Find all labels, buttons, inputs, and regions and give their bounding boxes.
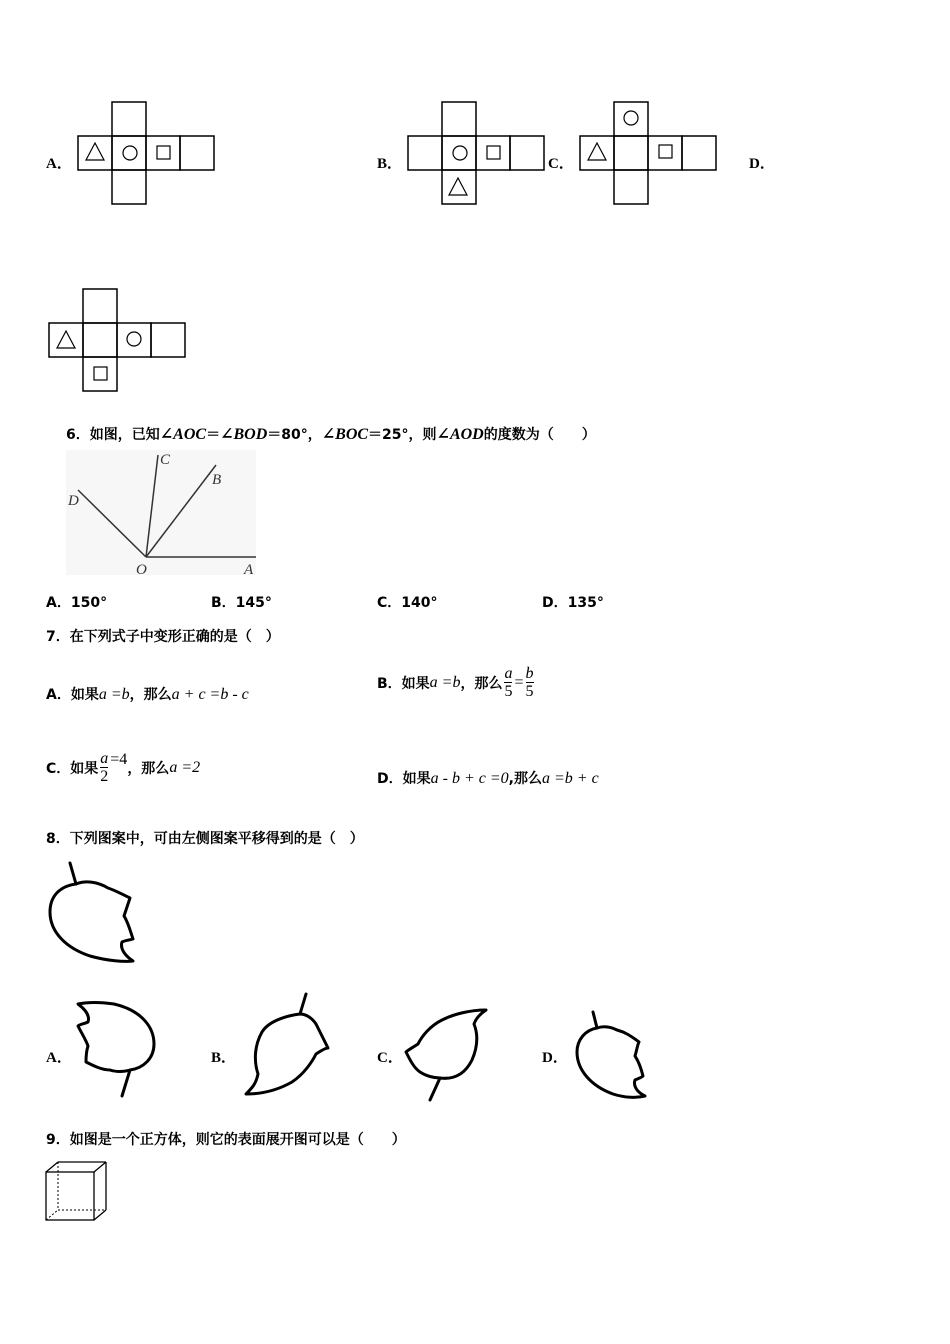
q6-option-c[interactable]: C．140° (377, 595, 438, 611)
q8-stem: 8．下列图案中，可由左侧图案平移得到的是（ ） (46, 831, 364, 847)
net-a-square-1 (78, 136, 112, 170)
q5-option-d-label[interactable]: D． (749, 156, 775, 172)
net-a-square-4 (180, 136, 214, 170)
label-b: B (212, 472, 222, 488)
q6-angle-figure (66, 450, 261, 580)
circle-icon (127, 332, 141, 346)
q8-option-d-label[interactable]: D． (542, 1050, 568, 1066)
leaf-option-c-icon[interactable] (400, 1000, 500, 1110)
fraction: $\frac{b}{5}$ (525, 665, 534, 700)
triangle-icon (588, 143, 606, 160)
q6-stem: 6．如图，已知∠AOC＝∠BOD＝80°，∠BOC＝25°，则∠AOD的度数为（ ） (66, 426, 596, 443)
triangle-icon (86, 143, 104, 160)
label-a: A (244, 562, 254, 578)
label-d: D (68, 493, 79, 509)
q7-stem: 7．在下列式子中变形正确的是（ ） (46, 629, 280, 645)
q8-option-a-label[interactable]: A． (46, 1050, 72, 1066)
leaf-option-b-icon[interactable] (240, 990, 340, 1100)
q9-stem: 9．如图是一个正方体，则它的表面展开图可以是（ ） (46, 1132, 406, 1148)
net-a-square-3 (146, 136, 180, 170)
q5-option-b-net (408, 102, 544, 204)
circle-icon (123, 146, 137, 160)
net-a-square-2 (112, 136, 146, 170)
cube-front-face (46, 1172, 94, 1220)
label-o: O (136, 562, 147, 578)
square-icon (94, 367, 107, 380)
q7-option-a[interactable]: A．如果a =b，那么a + c =b - c (46, 686, 249, 703)
q7-option-b[interactable]: B． 如果 a =b ，那么 $\frac{a}{5}$ = $\frac{b}{5}$ (377, 665, 534, 700)
square-icon (487, 146, 500, 159)
q7-option-d[interactable]: D．如果a - b + c =0,那么a =b + c (377, 770, 599, 787)
circle-icon (453, 146, 467, 160)
leaf-option-d-icon[interactable] (565, 1008, 665, 1108)
q8-option-c-label[interactable]: C． (377, 1050, 403, 1066)
fraction: $\frac{a}{2}$ (100, 750, 109, 785)
net-a-square-bottom (112, 170, 146, 204)
q5-option-a-label[interactable]: A． (46, 156, 72, 172)
q7-option-c[interactable]: C． 如果 $\frac{a}{2}$ =4 ，那么 a =2 (46, 750, 201, 785)
triangle-icon (57, 331, 75, 348)
net-a-square-top (112, 102, 146, 136)
square-icon (157, 146, 170, 159)
triangle-icon (449, 178, 467, 195)
q5-option-d-net (49, 289, 185, 391)
leaf-option-a-icon[interactable] (70, 998, 170, 1108)
q6-option-d[interactable]: D．135° (542, 595, 604, 611)
q5-option-c-net (580, 102, 716, 204)
q6-option-b[interactable]: B．145° (211, 595, 272, 611)
fraction: $\frac{a}{5}$ (504, 665, 513, 700)
leaf-original-icon (40, 860, 150, 970)
square-icon (659, 145, 672, 158)
circle-icon (624, 111, 638, 125)
cube-figure (44, 1160, 114, 1225)
q5-option-a-net[interactable] (0, 0, 950, 420)
q5-option-c-label[interactable]: C． (548, 156, 574, 172)
q6-option-a[interactable]: A．150° (46, 595, 108, 611)
q8-option-b-label[interactable]: B． (211, 1050, 237, 1066)
label-c: C (160, 452, 171, 468)
q5-option-b-label[interactable]: B． (377, 156, 403, 172)
